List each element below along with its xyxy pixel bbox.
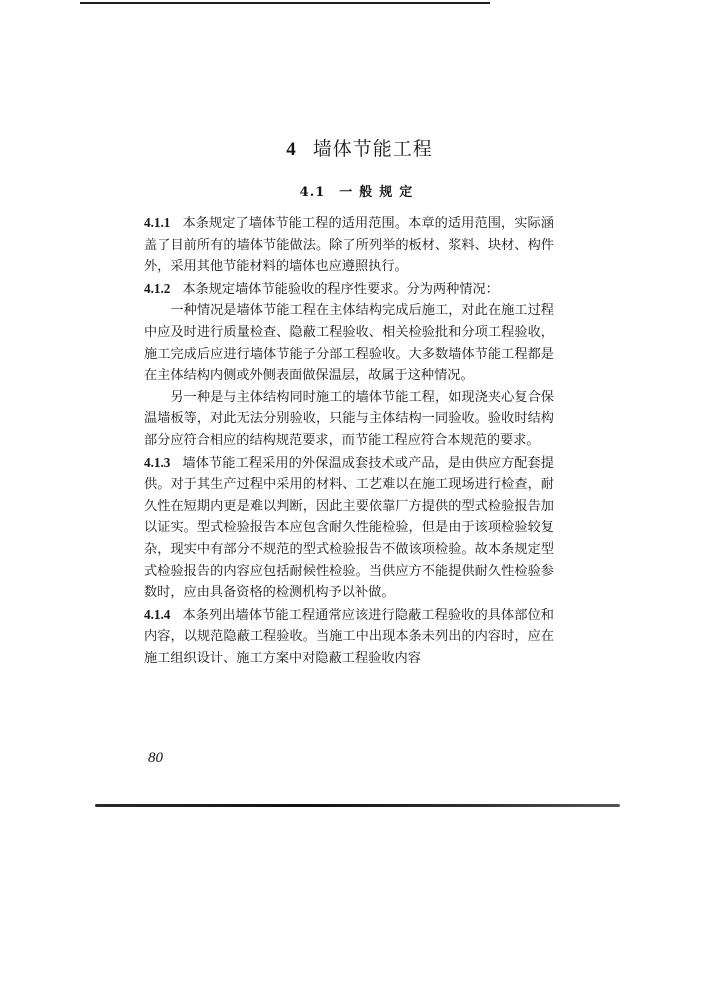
body-text bbox=[144, 212, 554, 669]
paragraph bbox=[144, 300, 554, 386]
clause-number: 4.1.4 bbox=[144, 606, 171, 622]
clause-paragraph bbox=[144, 452, 554, 604]
section-number: 4.1 bbox=[299, 185, 326, 200]
section-title bbox=[0, 181, 719, 200]
paragraph-text: 一种情况是墙体节能工程在主体结构完成后施工，对此在施工过程中应及时进行质量检查、隐蔽工程验收、相关检验批和分项工程验收，施工完成后应进行墙体节能子分部工程验收。大多数墙体节能工程都是在主体结构内侧或外侧表面做保温层，故属于这种情况。 bbox=[144, 303, 554, 384]
paragraph-text: 墙体节能工程采用的外保温成套技术或产品，是由供应方配套提供。对于其生产过程中采用的材料、工艺难以在施工现场进行检查，耐久性在短期内更是难以判断，因此主要依靠厂方提供的型式检验报告加以证实。型式检验报告本应包含耐久性能检验，但是由于该项检验较复杂，现实中有部分不规范的型式检验报告不做该项检验。故本条规定型式检验报告的内容应包括耐候性检验。当供应方不能提供耐久性检验参数时，应由具备资格的检测机构予以补做。 bbox=[144, 455, 554, 601]
clause-number: 4.1.2 bbox=[144, 280, 171, 296]
section-title-text: 一般规定 bbox=[339, 185, 420, 200]
paragraph-text: 本条规定了墙体节能工程的适用范围。本章的适用范围，实际涵盖了目前所有的墙体节能做法。除了所列举的板材、浆料、块材、构件外，采用其他节能材料的墙体也应遵照执行。 bbox=[144, 216, 554, 275]
top-rule bbox=[80, 2, 490, 4]
clause-number: 4.1.1 bbox=[144, 215, 171, 230]
paragraph-text: 本条列出墙体节能工程通常应该进行隐蔽工程验收的具体部位和内容，以规范隐蔽工程验收。当施工中出现本条未列出的内容时，应在施工组织设计、施工方案中对隐蔽工程验收内容 bbox=[144, 607, 554, 666]
paragraph-text: 本条规定墙体节能验收的程序性要求。分为两种情况： bbox=[182, 281, 499, 297]
paragraph-text: 另一种是与主体结构同时施工的墙体节能工程，如现浇夹心复合保温墙板等，对此无法分别验收，只能与主体结构一同验收。验收时结构部分应符合相应的结构规范要求，而节能工程应符合本规范的要求。 bbox=[144, 389, 554, 448]
bottom-rule bbox=[95, 804, 620, 807]
page-number: 80 bbox=[148, 750, 163, 766]
clause-paragraph bbox=[144, 278, 554, 301]
chapter-title-text: 墙体节能工程 bbox=[312, 138, 433, 160]
clause-paragraph bbox=[144, 604, 554, 670]
clause-number: 4.1.3 bbox=[144, 454, 171, 470]
chapter-number: 4 bbox=[286, 139, 297, 160]
paragraph bbox=[144, 387, 554, 452]
chapter-title bbox=[0, 134, 719, 161]
clause-paragraph bbox=[144, 212, 554, 278]
